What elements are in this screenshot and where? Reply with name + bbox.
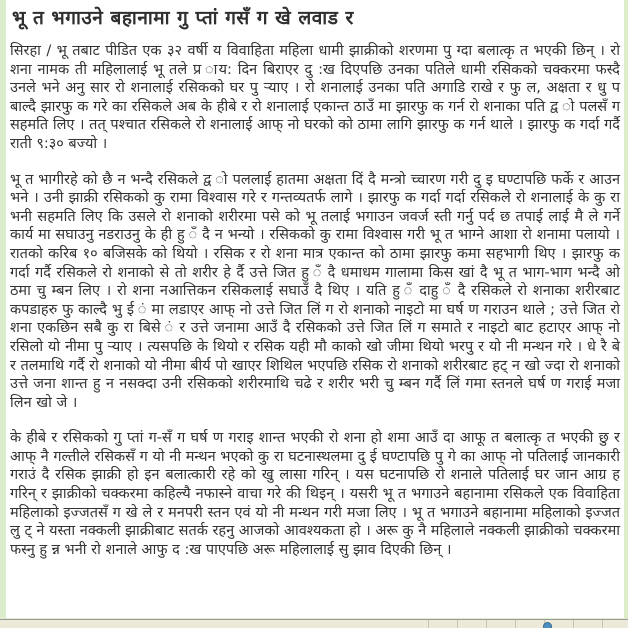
article-paragraph-1: सिरहा / भू तबाट पीडित एक ३२ वर्षी य विवाहिता महिला धामी झाक्रीको शरणमा पु ग्दा बलात्कृ त भएकी छिन् । रो शना नामक ती महिलालाई भू तले प्र ाय: दिन बिराएर दु :ख दिएपछि उनका पतिले धामी रसिकको चक्करमा फस्दै उनले भने अनु सार रो शनालाई रसिकको घर पु ऱ्याए । रो शनालाई उनका पति अगाडि राखे र फु ल, अक्षता र धु प बाल्दै झारफु क गरे का रसिकले अब के हीबे र रो शनालाई एकान्त ठाउँ मा झारफु क गर्न रो शनाका पति द्व ो पलसँ ग सहमति लिए । तत् पश्चात रसिकले रो शनालाई आफ् नो घरको को ठामा लागि झारफु क गर्न थाले । झारफु क गर्दा गर्दै राती ९:३० बज्यो । (10, 43, 620, 152)
article-content (6, 0, 624, 618)
article-paragraph-2: भू त भागीरहे को छै न भन्दै रसिकले द्व ो पललाई हातमा अक्षता दिं दै मन्त्रो च्चारण गरी दु इ घण्टापछि फर्के र आउन भने । उनी झाक्री रसिकको कु रामा विश्वास गरे र गन्तव्यतर्फ लागे । झारफु क गर्दा गर्दा रसिकले रो शनालाई के कु रा भनी सहमति लिए कि उसले रो शनाको शरीरमा पसे को भू तलाई भगाउन जवर्ज स्ती गर्नु पर्द छ तपाई लाई मै ले गर्ने कार्य मा सघाउनु नडराउनु के ही हु ँ दै न भन्यो । रसिकको कु रामा विश्वास गरी भू त भाग्ने आशा रो शनामा पलायो । रातको करिब १० बजिसके को थियो । रसिक र रो शना मात्र एकान्त को ठामा झारफु कमा सहभागी थिए । झारफु क गर्दा गर्दै रसिकले रो शनाको से तो शरीर हे र्दै उत्ते जित हु ँ दै धमाधम गालामा किस खां दै भू त भाग-भाग भन्दै ओ ठमा चु म्बन लिए । रो शना नआत्तिकन रसिकलाई सघाउँ दै थिए । यति हु ँ दाहु ँ दै रसिकले रो शनाका शरीरबाट कपडाहरु फु काल्दै भु ई ं मा लडाएर आफ् नो उत्ते जित लिं ग रो शनाको नाइटो मा घर्ष ण गराउन थाले ; उत्ते जित रो शना एकछिन सबै कु रा बिसे ं र उत्ते जनामा आउँ दै रसिकको उत्ते जित लिं ग समाते र नाइटो बाट हटाएर आफ् नो रसिलो यो नीमा पु ऱ्याए । त्यसपछि के थियो र रसिक यही मौ काको खो जीमा थियो भरपु र यो नी मन्थन गरे । धे रै बे र तलमाथि गर्दै रो शनाको यो नीमा बीर्य पो खाएर शिथिल भएपछि रसिक रो शनाको शरीरबाट हट् न खो ज्दा रो शनाको उत्ते जना शान्त हु न नसक्दा उनी रसिकको शरीरमाथि चढे र शरीर भरी चु म्बन गर्दै लिं गमा स्तनले घर्ष ण गराई मजा लिन खो जे । (10, 171, 620, 411)
blue-circle-icon[interactable] (543, 622, 552, 628)
article-paragraph-3: के हीबे र रसिकको गु प्तां ग-सँ ग घर्ष ण गराइ शान्त भएकी रो शना हो शमा आउँ दा आफू त बलात्कृ त भएकी छु र आफ् नै गल्तीले रसिकसँ ग यो नी मन्थन भएको कु रा घटनास्थलमा दु ई घण्टापछि पु गे का आफ् नो पतिलाई जानकारी गराउं दै रसिक झाक्री हो इन बलात्कारी रहे को खु लासा गरिन् । यस घटनापछि रो शनाले पतिलाई घर जान आग्र ह गरिन् र झाक्रीको चक्करमा कहिल्यै नफास्ने वाचा गरे की थिइन् । यसरी भू त भगाउने बहानामा रसिकले एक विवाहिता महिलाको इज्जतसँ ग खे ले र मनपरी स्तन एवं यो नी मन्थन गरी मजा लिए । भू त भगाउने बहानामा महिलाको इज्जत लु ट् ने यस्ता नक्कली झाक्रीबाट सतर्क रहनु आजको आवश्यकता हो । अरू कु नै महिलाले नक्कली झाक्रीको चक्करमा फस्नु हु न्न भनी रो शनाले आफु द :ख पाएपछि अरू महिलालाई सु झाव दिएकी छिन् । (10, 430, 620, 558)
status-bar-cells (400, 620, 628, 628)
status-bar (0, 619, 628, 628)
article-title: भू त भगाउने बहानामा गु प्तां गसँ ग खे लवाड र (12, 7, 354, 29)
